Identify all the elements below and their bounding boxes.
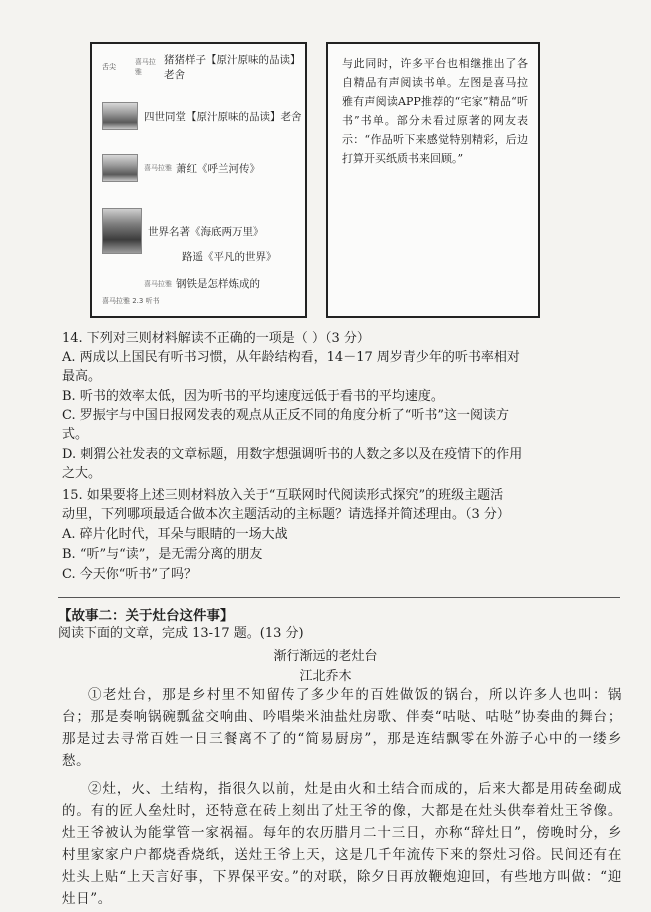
q14-option-d-cont: 之大。 xyxy=(62,466,102,481)
book-item xyxy=(144,276,260,291)
audiobook-list-image xyxy=(90,42,307,318)
paragraph-2: ②灶，火、土结构，指很久以前，灶是由火和土结合而成的，后来大都是用砖垒砌成的。有的匠人垒灶时，还特意在砖上刻出了灶王爷的像，大都是在灶头供奉着灶王爷像。灶王爷被认为能掌管一家祸福。每年的农历腊月二十三日，亦称“辞灶日”，傍晚时分，乡村里家家户户都烧香烧纸，送灶王爷上天，这是几千年流传下来的祭灶习俗。民间还有在灶头上贴“上天言好事，下界保平安。”的对联，除夕日再放鞭炮迎回，有些地方叫做：“迎灶日”。 xyxy=(62,781,622,907)
q15-option-a: A. 碎片化时代，耳朵与眼睛的一场大战 xyxy=(62,527,288,542)
book-title: 猪猪样子【原汁原味的品读】老舍 xyxy=(163,54,301,81)
q15-option-c: C. 今天你“听书”了吗？ xyxy=(62,567,198,582)
list-footer: 喜马拉雅 2.3 听书 xyxy=(102,297,160,305)
book-title: 四世同堂【原汁原味的品读】老舍 xyxy=(144,110,302,123)
book-tag: 喜马拉雅 xyxy=(134,58,156,76)
section-divider xyxy=(58,597,620,598)
q15-option-b: B. “听”与“读”，是无需分离的朋友 xyxy=(62,547,263,562)
section-title: 【故事二：关于灶台这件事】 xyxy=(58,608,234,624)
book-item xyxy=(102,102,302,130)
q14-option-b: B. 听书的效率太低，因为听书的平均速度远低于看书的平均速度。 xyxy=(62,389,444,404)
book-item xyxy=(102,52,305,82)
q14-option-a: A. 两成以上国民有听书习惯，从年龄结构看，14－17 周岁青少年的听书率相对 xyxy=(62,350,520,365)
book-item xyxy=(102,208,264,254)
book-cover-image xyxy=(102,208,142,254)
q15-stem: 15. 如果要将上述三则材料放入关于“互联网时代阅读形式探究”的班级主题活 xyxy=(62,488,504,503)
q14-option-c: C. 罗振宇与中国日报网发表的观点从正反不同的角度分析了“听书”这一阅读方 xyxy=(62,408,510,423)
book-title: 钢铁是怎样炼成的 xyxy=(176,278,260,290)
paragraph-1: ①老灶台，那是乡村里不知留传了多少年的百姓做饭的锅台，所以许多人也叫：锅台；那是奏响锅碗瓢盆交响曲、吟唱柴米油盐灶房歌、伴奏“咕哒、咕哒”协奏曲的舞台；那是过去寻常百姓一日三餐离不了的“简易厨房”，那是连结飘零在外游子心中的一缕乡愁。 xyxy=(62,687,622,769)
q14-stem: 14. 下列对三则材料解读不正确的一项是（ ）（3 分） xyxy=(62,331,370,346)
q14-option-a-cont: 最高。 xyxy=(62,369,102,384)
q15-stem-cont: 动里，下列哪项最适合做本次主题活动的主标题？请选择并简述理由。（3 分） xyxy=(62,507,510,522)
book-title: 萧红《呼兰河传》 xyxy=(176,162,260,175)
book-item xyxy=(182,249,277,264)
article-title: 渐行渐远的老灶台 xyxy=(273,649,378,664)
book-cover-image xyxy=(102,102,138,130)
article-author: 江北乔木 xyxy=(299,669,352,684)
book-cover-image xyxy=(102,154,138,182)
book-item xyxy=(102,154,260,182)
material-text: 与此同时，许多平台也相继推出了各自精品有声阅读书单。左图是喜马拉雅有声阅读APP推荐的“宅家”精品“听书”书单。部分未看过原著的网友表示：“作品听下来感觉特别精彩，后边打算开买纸质书来回顾。” xyxy=(342,57,528,165)
reading-instruction: 阅读下面的文章，完成 13-17 题。(13 分) xyxy=(58,626,304,641)
book-tag: 喜马拉雅 xyxy=(144,279,172,288)
app-logo: 舌尖 xyxy=(102,63,116,71)
q14-option-d: D. 刺猬公社发表的文章标题，用数字想强调听书的人数之多以及在疫情下的作用 xyxy=(62,447,523,462)
book-title: 世界名著《海底两万里》 xyxy=(148,225,264,238)
q14-option-c-cont: 式。 xyxy=(62,427,89,442)
book-title: 路遥《平凡的世界》 xyxy=(182,251,277,263)
material-text-box xyxy=(326,42,540,318)
book-tag: 喜马拉雅 xyxy=(144,164,172,172)
